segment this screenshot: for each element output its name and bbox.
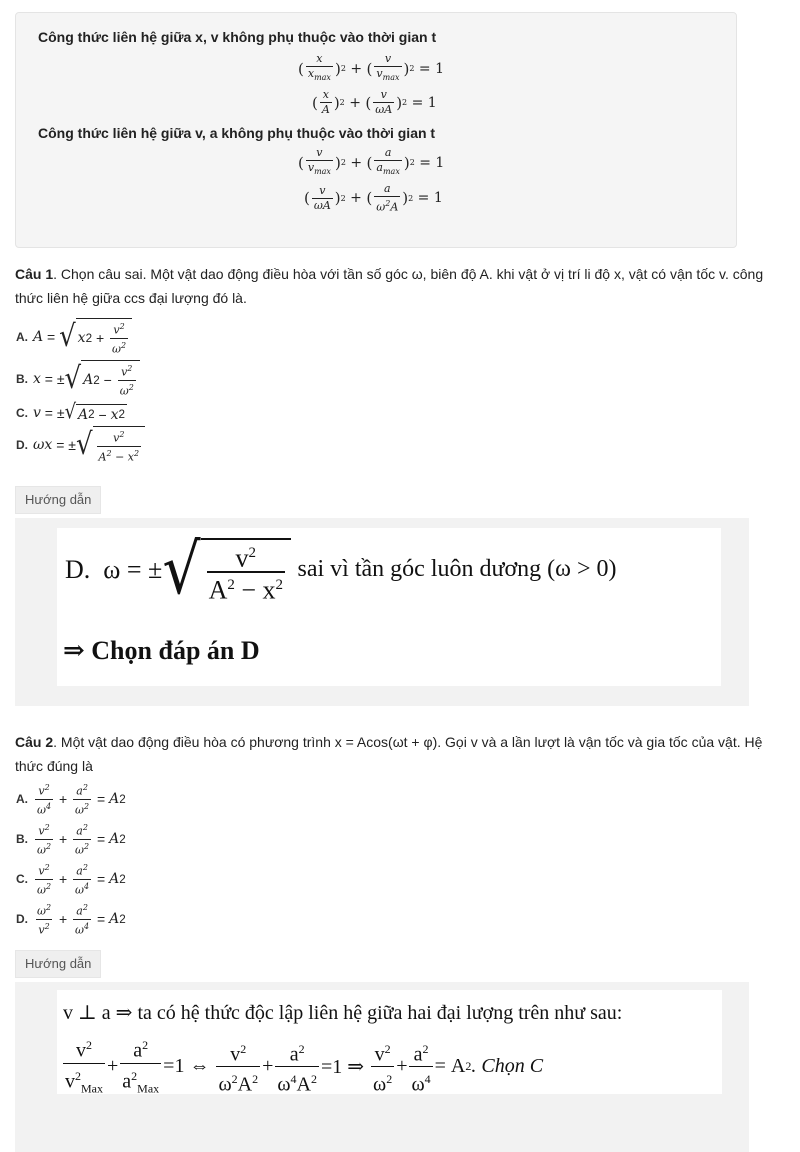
q2-option-b[interactable]: B. $\frac{v^2}{\omega^2}$ + $\frac{a^2}{\omega^2}$ = A 2 — [16, 823, 126, 857]
question-2-text — [15, 730, 775, 778]
q2-answer-line1: v ⊥ a ⇒ ta có hệ thức độc lập liên hệ giữa hai đại lượng trên như sau: — [63, 1002, 623, 1024]
q1-option-d[interactable]: D. ωx = ± √ $\frac{v^2}{A^2 - x^2}$ — [16, 426, 145, 463]
question-1-label: Câu 1 — [15, 266, 54, 282]
q1-option-a-label: A. — [16, 329, 28, 344]
q2-answer-panel — [15, 982, 749, 1152]
q1-answer-formula: D. ω = ± √ $v^2$ $A^2 - x^2$ sai vì tần góc luôn dương (ω > 0) — [65, 529, 617, 610]
q1-option-d-label: D. — [16, 437, 28, 452]
q2-option-d[interactable]: D. $\frac{\omega^2}{v^2}$ + $\frac{a^2}{\omega^4}$ = A 2 — [16, 903, 126, 937]
q1-option-b-label: B. — [16, 371, 28, 386]
q2-option-b-label: B. — [16, 832, 28, 847]
q2-option-a[interactable]: A. $\frac{v^2}{\omega^4}$ + $\frac{a^2}{\omega^2}$ = A 2 — [16, 783, 126, 817]
q1-answer-prefix: D. — [65, 554, 91, 584]
q1-guide-button[interactable]: Hướng dẫn — [15, 486, 101, 514]
q1-answer-panel — [15, 518, 749, 706]
q1-option-a[interactable]: A. A = √ x 2 + $\frac{v^2}{\omega^2}$ — [16, 318, 132, 355]
q1-option-c[interactable]: C. v = ± √ A 2 − x 2 — [16, 400, 126, 425]
formula-v-a-A: ( $\frac{v}{\omega A}$ ) 2 + ( $\frac{a}{\omega^2A}$ ) 2 = 1 — [304, 182, 443, 214]
summary-title-xv: Công thức liên hệ giữa x, v không phụ thuộc vào thời gian t — [38, 29, 437, 45]
q2-option-c-label: C. — [16, 872, 28, 887]
q2-answer-image — [57, 990, 722, 1094]
q1-option-b[interactable]: B. x = ± √ A 2 − $\frac{v^2}{\omega^2}$ — [16, 360, 140, 397]
question-1-body: . Chọn câu sai. Một vật dao động điều hòa với tần số góc ω, biên độ A. khi vật ở vị trí li độ x, vật có vận tốc v. công thức liên hệ giữa ccs đại lượng đó là. — [15, 266, 764, 306]
formula-x-v-max: ( $\frac{x}{x_{max}}$ ) 2 + ( $\frac{v}{v_{max}}$ ) 2 = 1 — [298, 52, 444, 83]
q1-option-c-label: C. — [16, 406, 28, 420]
q1-answer-image — [57, 528, 721, 686]
formula-x-v-A: ( $\frac{x}{A}$ ) 2 + ( $\frac{v}{\omega A}$ ) 2 = 1 — [312, 88, 437, 116]
q2-option-c[interactable]: C. $\frac{v^2}{\omega^2}$ + $\frac{a^2}{\omega^4}$ = A 2 — [16, 863, 126, 897]
q1-answer-reason: sai vì tần góc luôn dương (ω > 0) — [297, 556, 617, 583]
formula-summary-box — [15, 12, 737, 248]
question-1-text — [15, 262, 775, 310]
q2-answer-choice: . Chọn C — [471, 1055, 544, 1078]
q1-answer-conclusion: ⇒ Chọn đáp án D — [63, 636, 260, 665]
q2-option-a-label: A. — [16, 792, 28, 807]
q2-answer-formula: $v^2$ $v^2_{Max}$ + $a^2$ $a^2_{Max}$ =1 ⇔ $v^2$ $\omega^2A^2$ + $a^2$ $\omega^4A^2$ =1 ⇒ $v^2$ $\omega^2$ + $a^2$ $\omega^4$ = A 2 . Chọn C — [61, 1034, 543, 1099]
formula-v-a-max: ( $\frac{v}{v_{max}}$ ) 2 + ( $\frac{a}{a_{max}}$ ) 2 = 1 — [298, 146, 445, 177]
q2-option-d-label: D. — [16, 912, 28, 927]
question-2-label: Câu 2 — [15, 734, 54, 750]
summary-title-va: Công thức liên hệ giữa v, a không phụ thuộc vào thời gian t — [38, 125, 436, 141]
question-2-body: . Một vật dao động điều hòa có phương trình x = Acos(ωt + φ). Gọi v và a lần lượt là vận tốc và gia tốc của vật. Hệ thức đúng là — [15, 734, 763, 774]
q2-guide-button[interactable]: Hướng dẫn — [15, 950, 101, 978]
